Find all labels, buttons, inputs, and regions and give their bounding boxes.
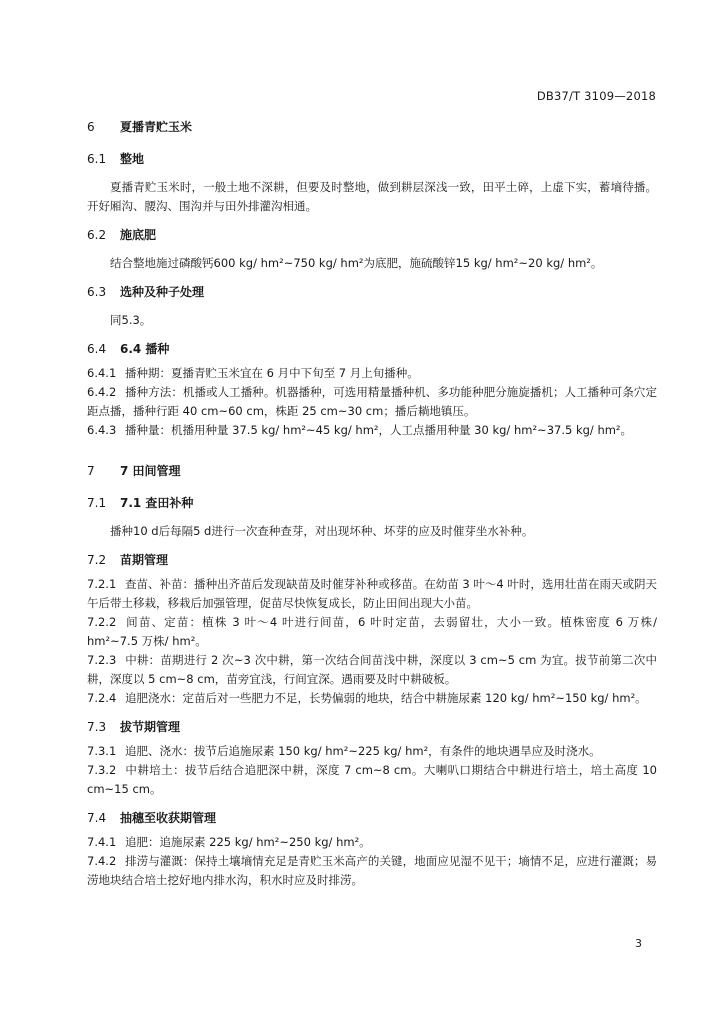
clause-number: 7.2.4: [87, 691, 117, 705]
clause-number: 7.2.1: [87, 577, 117, 591]
clause: [87, 852, 657, 890]
clause-text: 追肥、浇水：拔节后追施尿素 150 kg/ hm²~225 kg/ hm²，有条件的地块遇旱应及时浇水。: [125, 744, 601, 758]
clause: [87, 613, 657, 651]
clause-text: 播种量：机播用种量 37.5 kg/ hm²~45 kg/ hm²，人工点播用种量 30 kg/ hm²~37.5 kg/ hm²。: [125, 423, 633, 437]
clause-number: 7.3.1: [87, 744, 117, 758]
subsection-heading: [87, 718, 657, 736]
section-heading: [87, 118, 657, 136]
clause-text: 中耕：苗期进行 2 次~3 次中耕，第一次结合间苗浅中耕，深度以 3 cm~5 cm 为宜。拔节前第二次中耕，深度以 5 cm~8 cm，苗旁宜浅，行间宜深。遇雨要及时中耕破板。: [87, 653, 657, 686]
clause-text: 播种期：夏播青贮玉米宜在 6 月中下旬至 7 月上旬播种。: [125, 366, 419, 380]
subsection-number: 7.1: [87, 496, 107, 510]
clause: [87, 833, 657, 852]
subsection-heading: [87, 283, 657, 301]
subsection-number: 6.2: [87, 228, 107, 242]
clause: [87, 364, 657, 383]
clause-number: 6.4.3: [87, 423, 117, 437]
page-number: 3: [635, 937, 642, 950]
standard-code: DB37/T 3109—2018: [536, 89, 656, 103]
subsection-number: 7.3: [87, 720, 107, 734]
subsection-heading: [87, 494, 657, 512]
clause: [87, 761, 657, 799]
paragraph: 同5.3。: [110, 313, 152, 327]
subsection-number: 6.1: [87, 152, 107, 166]
clause-text: 查苗、补苗：播种出齐苗后发现缺苗及时催芽补种或移苗。在幼苗 3 叶～4 叶时，选用壮苗在雨天或阴天午后带土移栽，移栽后加强管理，促苗尽快恢复成长，防止田间出现大小苗。: [87, 577, 657, 610]
paragraph: 播种10 d后每隔5 d进行一次查种查芽，对出现坏种、坏芽的应及时催芽坐水补种。: [110, 524, 534, 538]
subsection-heading: [87, 809, 657, 827]
section-heading: [87, 462, 657, 480]
subsection-number: 7.2: [87, 553, 107, 567]
clause: [87, 575, 657, 613]
clause-number: 7.2.3: [87, 653, 117, 667]
clause: [87, 383, 657, 421]
clause: [87, 689, 657, 708]
clause: [87, 742, 657, 761]
document-body: [87, 118, 657, 890]
subsection-heading: [87, 551, 657, 569]
subsection-number: 7.4: [87, 811, 107, 825]
subsection-title: 7.1 查田补种: [120, 496, 194, 510]
paragraph: 夏播青贮玉米时，一般土地不深耕，但要及时整地，做到耕层深浅一致，田平土碎，上虚下实，蓄墒待播。开好厢沟、腰沟、围沟并与田外排灌沟相通。: [87, 180, 657, 213]
subsection-heading: [87, 226, 657, 244]
subsection-title: 6.4 播种: [120, 342, 170, 356]
subsection-title: 苗期管理: [120, 553, 169, 567]
clause-number: 7.3.2: [87, 763, 117, 777]
clause: [87, 421, 657, 440]
subsection-heading: [87, 340, 657, 358]
clause-text: 追肥：追施尿素 225 kg/ hm²~250 kg/ hm²。: [125, 835, 371, 849]
clause-text: 间苗、定苗：植株 3 叶～4 叶进行间苗，6 叶时定苗，去弱留壮，大小一致。植株密度 6 万株/ hm²~7.5 万株/ hm²。: [87, 615, 657, 648]
subsection-title: 拔节期管理: [120, 720, 181, 734]
subsection-title: 整地: [120, 152, 145, 166]
subsection-title: 抽穗至收获期管理: [120, 811, 217, 825]
subsection-title: 选种及种子处理: [120, 285, 205, 299]
clause-number: 6.4.2: [87, 385, 117, 399]
clause-text: 追肥浇水：定苗后对一些肥力不足，长势偏弱的地块，结合中耕施尿素 120 kg/ hm²~150 kg/ hm²。: [125, 691, 647, 705]
subsection-heading: [87, 150, 657, 168]
subsection-title: 施底肥: [120, 228, 157, 242]
clause-text: 排涝与灌溉：保持土壤墒情充足是青贮玉米高产的关键，地面应见湿不见干；墒情不足，应进行灌溉；易涝地块结合培土挖好地内排水沟，积水时应及时排涝。: [87, 854, 657, 887]
clause-number: 7.2.2: [87, 615, 117, 629]
clause-number: 7.4.2: [87, 854, 117, 868]
clause-number: 6.4.1: [87, 366, 117, 380]
section-title: 7 田间管理: [120, 464, 181, 478]
section-title: 夏播青贮玉米: [120, 120, 193, 134]
clause-number: 7.4.1: [87, 835, 117, 849]
paragraph: 结合整地施过磷酸钙600 kg/ hm²~750 kg/ hm²为底肥，施硫酸锌15 kg/ hm²~20 kg/ hm²。: [110, 256, 603, 270]
section-number: 7: [87, 464, 95, 478]
clause: [87, 651, 657, 689]
clause-text: 播种方法：机播或人工播种。机器播种，可选用精量播种机、多功能种肥分施旋播机；人工播种可条穴定距点播，播种行距 40 cm~60 cm，株距 25 cm~30 cm；播后耥地镇压。: [87, 385, 657, 418]
subsection-number: 6.3: [87, 285, 107, 299]
clause-text: 中耕培土：拔节后结合追肥深中耕，深度 7 cm~8 cm。大喇叭口期结合中耕进行培土，培土高度 10 cm~15 cm。: [87, 763, 657, 796]
section-number: 6: [87, 120, 95, 134]
subsection-number: 6.4: [87, 342, 107, 356]
